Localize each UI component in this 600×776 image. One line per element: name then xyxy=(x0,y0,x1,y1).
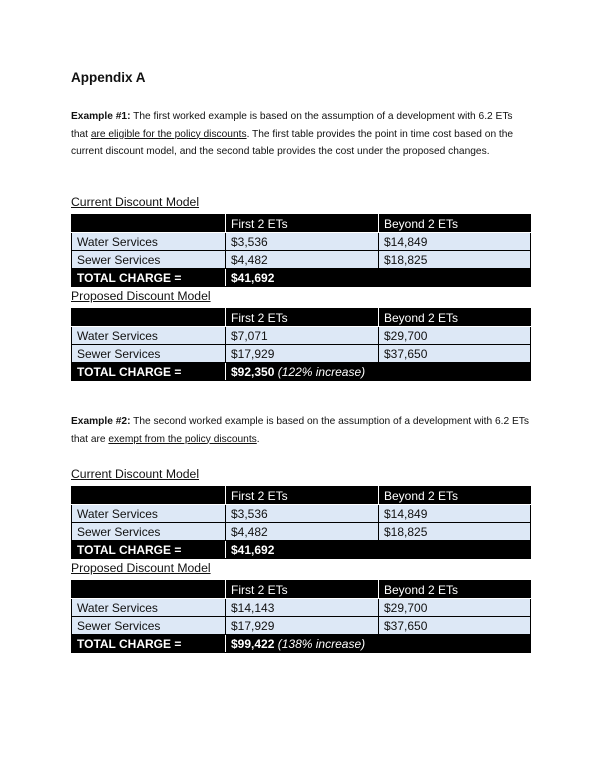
table-header-row xyxy=(72,309,531,327)
header-beyond-2-ets: Beyond 2 ETs xyxy=(379,309,531,327)
ex1-proposed-caption: Proposed Discount Model xyxy=(71,289,211,303)
cell-value: $3,536 xyxy=(226,505,379,523)
row-label: Water Services xyxy=(72,599,226,617)
total-note: (138% increase) xyxy=(277,636,366,651)
header-blank xyxy=(72,215,226,233)
row-label: Sewer Services xyxy=(72,617,226,635)
header-beyond-2-ets: Beyond 2 ETs xyxy=(379,215,531,233)
total-label: TOTAL CHARGE = xyxy=(72,635,226,653)
ex2-current-caption: Current Discount Model xyxy=(71,467,200,481)
cell-value: $29,700 xyxy=(379,599,531,617)
table-row xyxy=(72,233,531,251)
total-value-cell xyxy=(226,363,531,381)
example-2-label: Example #2: xyxy=(71,416,131,427)
header-beyond-2-ets: Beyond 2 ETs xyxy=(379,581,531,599)
total-value: $99,422 xyxy=(231,636,275,651)
total-row xyxy=(72,363,531,381)
row-label: Water Services xyxy=(72,327,226,345)
table-row xyxy=(72,345,531,363)
row-label: Water Services xyxy=(72,233,226,251)
ex1-current-table xyxy=(71,214,531,287)
example-1-text: The first worked example is based on the assumption of a development with 6.2 ETs that xyxy=(71,111,513,140)
example-2-paragraph xyxy=(71,413,529,448)
cell-value: $4,482 xyxy=(226,251,379,269)
total-value-cell xyxy=(226,635,531,653)
header-blank xyxy=(72,581,226,599)
table-header-row xyxy=(72,581,531,599)
total-label: TOTAL CHARGE = xyxy=(72,363,226,381)
total-value-cell xyxy=(226,541,531,559)
table-row xyxy=(72,251,531,269)
ex2-current-table xyxy=(71,486,531,559)
example-2-underlined: exempt from the policy discounts xyxy=(108,433,257,445)
cell-value: $4,482 xyxy=(226,523,379,541)
cell-value: $14,849 xyxy=(379,233,531,251)
header-beyond-2-ets: Beyond 2 ETs xyxy=(379,487,531,505)
total-value: $92,350 xyxy=(231,364,275,379)
header-blank xyxy=(72,309,226,327)
cell-value: $29,700 xyxy=(379,327,531,345)
row-label: Water Services xyxy=(72,505,226,523)
cell-value: $7,071 xyxy=(226,327,379,345)
total-row xyxy=(72,269,531,287)
table-row xyxy=(72,327,531,345)
cell-value: $14,143 xyxy=(226,599,379,617)
ex1-current-caption: Current Discount Model xyxy=(71,195,200,209)
cell-value: $37,650 xyxy=(379,345,531,363)
ex2-proposed-table xyxy=(71,580,531,653)
total-value: $41,692 xyxy=(231,270,275,285)
header-first-2-ets: First 2 ETs xyxy=(226,215,379,233)
cell-value: $14,849 xyxy=(379,505,531,523)
row-label: Sewer Services xyxy=(72,251,226,269)
total-row xyxy=(72,541,531,559)
table-row xyxy=(72,617,531,635)
header-first-2-ets: First 2 ETs xyxy=(226,581,379,599)
header-first-2-ets: First 2 ETs xyxy=(226,487,379,505)
cell-value: $17,929 xyxy=(226,345,379,363)
total-row xyxy=(72,635,531,653)
cell-value: $18,825 xyxy=(379,251,531,269)
total-value-cell xyxy=(226,269,531,287)
example-1-label: Example #1: xyxy=(71,111,131,122)
total-note: (122% increase) xyxy=(277,364,366,379)
header-first-2-ets: First 2 ETs xyxy=(226,309,379,327)
table-row xyxy=(72,505,531,523)
row-label: Sewer Services xyxy=(72,523,226,541)
ex2-proposed-caption: Proposed Discount Model xyxy=(71,561,211,575)
cell-value: $18,825 xyxy=(379,523,531,541)
row-label: Sewer Services xyxy=(72,345,226,363)
header-blank xyxy=(72,487,226,505)
total-label: TOTAL CHARGE = xyxy=(72,541,226,559)
example-2-text-end: . xyxy=(256,433,260,445)
ex1-proposed-table xyxy=(71,308,531,381)
cell-value: $17,929 xyxy=(226,617,379,635)
table-header-row xyxy=(72,487,531,505)
cell-value: $37,650 xyxy=(379,617,531,635)
page-title: Appendix A xyxy=(71,70,146,85)
total-value: $41,692 xyxy=(231,542,275,557)
example-1-paragraph xyxy=(71,108,529,161)
example-1-underlined: are eligible for the policy discounts xyxy=(90,128,247,140)
example-1-text-end: . The first table provides the point in time cost based on the current discount model, and the second table provides the cost under the proposed changes. xyxy=(71,128,514,158)
cell-value: $3,536 xyxy=(226,233,379,251)
example-2-text: The second worked example is based on the assumption of a development with 6.2 ETs that are xyxy=(71,416,529,445)
table-row xyxy=(72,523,531,541)
total-label: TOTAL CHARGE = xyxy=(72,269,226,287)
table-row xyxy=(72,599,531,617)
table-header-row xyxy=(72,215,531,233)
